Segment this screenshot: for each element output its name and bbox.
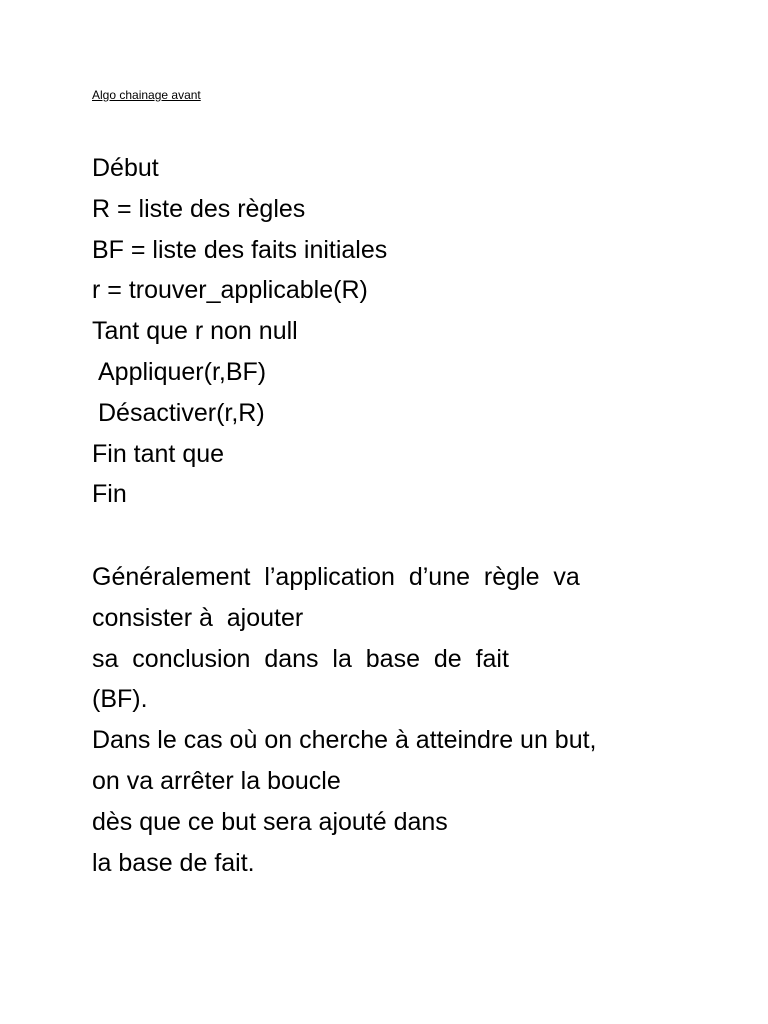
explanation-line: (BF). bbox=[92, 685, 148, 714]
algorithm-line-deactivate: Désactiver(r,R) bbox=[98, 398, 265, 427]
algorithm-line-end-while: Fin tant que bbox=[92, 439, 225, 468]
algorithm-line-begin: Début bbox=[92, 154, 159, 182]
algorithm-line-apply: Appliquer(r,BF) bbox=[98, 357, 267, 386]
explanation-line: on va arrêter la boucle bbox=[92, 766, 341, 795]
algorithm-line-while: Tant que r non null bbox=[92, 317, 298, 346]
algorithm-line-facts: BF = liste des faits initiales bbox=[92, 235, 388, 264]
algorithm-line-rules: R = liste des règles bbox=[92, 194, 306, 223]
explanation-line: sa conclusion dans la base de fait bbox=[92, 644, 509, 673]
explanation-line: Dans le cas où on cherche à atteindre un but, bbox=[92, 726, 597, 755]
document-title: Algo chainage avant bbox=[92, 88, 201, 102]
explanation-paragraph bbox=[92, 557, 692, 883]
explanation-line: la base de fait. bbox=[92, 848, 255, 877]
explanation-line: dès que ce but sera ajouté dans bbox=[92, 807, 448, 836]
algorithm-line-end: Fin bbox=[92, 480, 127, 509]
explanation-line: consister à ajouter bbox=[92, 603, 304, 632]
algorithm-block bbox=[92, 148, 692, 515]
explanation-line: Généralement l’application d’une règle va bbox=[92, 563, 580, 591]
algorithm-line-find-applicable: r = trouver_applicable(R) bbox=[92, 276, 368, 305]
